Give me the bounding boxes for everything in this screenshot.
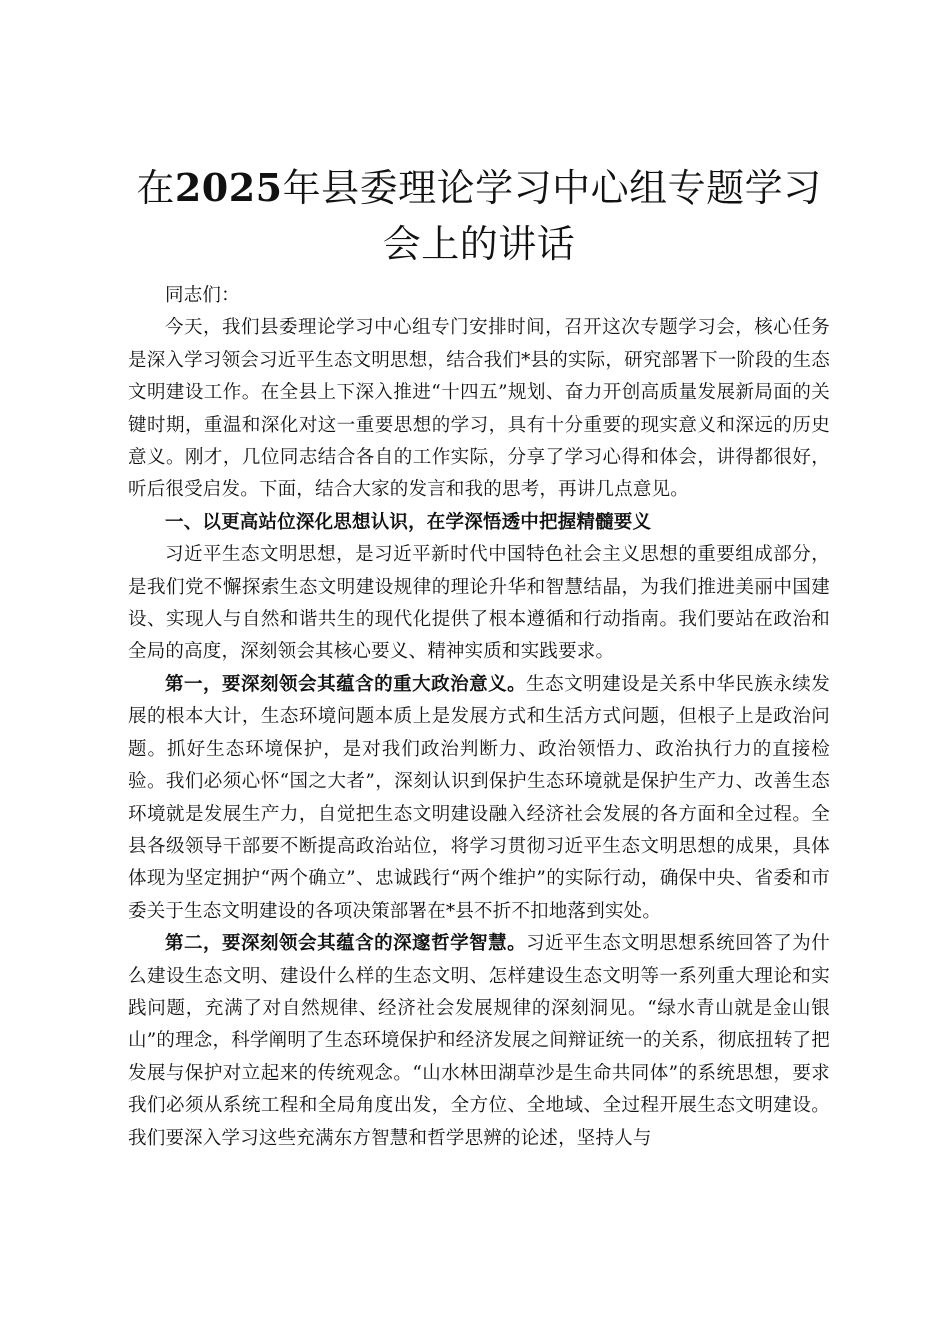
point-1-paragraph (128, 669, 830, 928)
section-1-paragraph: 习近平生态文明思想，是习近平新时代中国特色社会主义思想的重要组成部分，是我们党不懈探索生态文明建设规律的理论升华和智慧结晶，为我们推进美丽中国建设、实现人与自然和谐共生的现代化提供了根本遵循和行动指南。我们要站在政治和全局的高度，深刻领会其核心要义、精神实质和实践要求。 (128, 544, 830, 663)
salutation: 同志们： (165, 285, 240, 306)
document-body (128, 160, 830, 1155)
point-2-body: 习近平生态文明思想系统回答了为什么建设生态文明、建设什么样的生态文明、怎样建设生态文明等一系列重大理论和实践问题，充满了对自然规律、经济社会发展规律的深刻洞见。“绿水青山就是金山银山”的理念，科学阐明了生态环境保护和经济发展之间辩证统一的关系，彻底扭转了把发展与保护对立起来的传统观念。“山水林田湖草沙是生命共同体”的系统思想，要求我们必须从系统工程和全局角度出发，全方位、全地域、全过程开展生态文明建设。我们要深入学习这些充满东方智慧和哲学思辨的论述，坚持人与 (128, 933, 830, 1149)
point-2-lead: 第二，要深刻领会其蕴含的深邃哲学智慧。 (165, 933, 527, 955)
section-1-heading: 一、以更高站位深化思想认识，在学深悟透中把握精髓要义 (165, 511, 652, 533)
point-2-paragraph (128, 928, 830, 1155)
title-part-1: 在 (136, 166, 175, 210)
point-1-body: 生态文明建设是关系中华民族永续发展的根本大计，生态环境问题本质上是发展方式和生活方式问题，但根子上是政治问题。抓好生态环境保护，是对我们政治判断力、政治领悟力、政治执行力的直接检验。我们必须心怀“国之大者”，深刻认识到保护生态环境就是保护生产力、改善生态环境就是发展生产力，自觉把生态文明建设融入经济社会发展的各方面和全过程。全县各级领导干部要不断提高政治站位，将学习贯彻习近平生态文明思想的成果，具体体现为坚定拥护“两个确立”、忠诚践行“两个维护”的实际行动，确保中央、省委和市委关于生态文明建设的各项决策部署在*县不折不扣地落到实处。 (128, 673, 830, 922)
title-part-2: 年县委理论学习中心组专题学习会上的讲话 (282, 166, 822, 266)
intro-paragraph: 今天，我们县委理论学习中心组专门安排时间，召开这次专题学习会，核心任务是深入学习领会习近平生态文明思想，结合我们*县的实际，研究部署下一阶段的生态文明建设工作。在全县上下深入推进“十四五”规划、奋力开创高质量发展新局面的关键时期，重温和深化对这一重要思想的学习，具有十分重要的现实意义和深远的历史意义。刚才，几位同志结合各自的工作实际，分享了学习心得和体会，讲得都很好，听后很受启发。下面，结合大家的发言和我的思考，再讲几点意见。 (128, 317, 830, 501)
document-title (128, 160, 830, 272)
point-1-lead: 第一，要深刻领会其蕴含的重大政治意义。 (165, 673, 527, 695)
title-year: 2025 (174, 165, 283, 210)
